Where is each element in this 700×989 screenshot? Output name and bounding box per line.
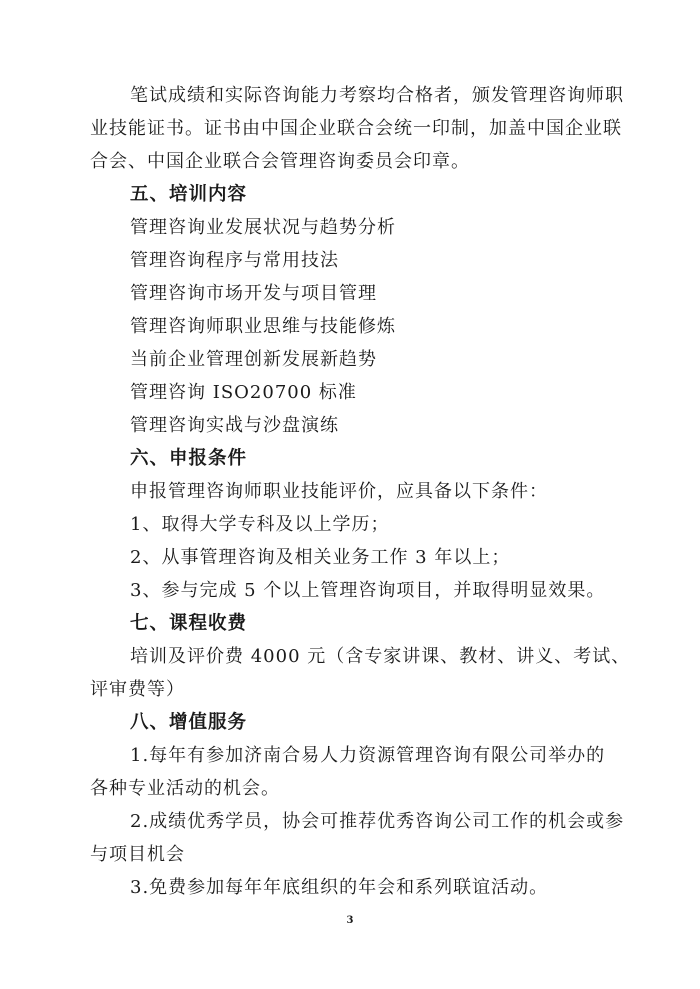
- fee-line-2: 评审费等）: [90, 679, 185, 700]
- service-item-2-line-1: 2.成绩优秀学员，协会可推荐优秀咨询公司工作的机会或参: [130, 811, 625, 832]
- fee-line-1: 培训及评价费 4000 元（含专家讲课、教材、讲义、考试、: [130, 646, 631, 667]
- service-item-3: 3.免费参加每年年底组织的年会和系列联谊活动。: [130, 877, 549, 898]
- section-5-heading: 五、培训内容: [130, 184, 248, 205]
- service-item-1-line-1: 1.每年有参加济南合易人力资源管理咨询有限公司举办的: [130, 745, 606, 766]
- intro-line-2: 业技能证书。证书由中国企业联合会统一印制，加盖中国企业联: [90, 118, 622, 139]
- training-item-3: 管理咨询市场开发与项目管理: [130, 283, 377, 304]
- section-6-heading: 六、申报条件: [130, 448, 248, 469]
- intro-line-3: 合会、中国企业联合会管理咨询委员会印章。: [90, 151, 470, 172]
- intro-line-1: 笔试成绩和实际咨询能力考察均合格者，颁发管理咨询师职: [130, 85, 624, 106]
- page-number: 3: [346, 915, 354, 926]
- requirement-item-1: 1、取得大学专科及以上学历；: [130, 514, 390, 535]
- training-item-4: 管理咨询师职业思维与技能修炼: [130, 316, 396, 337]
- training-item-2: 管理咨询程序与常用技法: [130, 250, 339, 271]
- training-item-6: 管理咨询 ISO20700 标准: [130, 382, 357, 403]
- training-item-1: 管理咨询业发展状况与趋势分析: [130, 217, 396, 238]
- requirements-intro: 申报管理咨询师职业技能评价，应具备以下条件：: [130, 481, 548, 502]
- service-item-1-line-2: 各种专业活动的机会。: [90, 778, 280, 799]
- requirement-item-2: 2、从事管理咨询及相关业务工作 3 年以上；: [130, 547, 511, 568]
- training-item-5: 当前企业管理创新发展新趋势: [130, 349, 377, 370]
- section-8-heading: 八、增值服务: [130, 712, 248, 733]
- section-7-heading: 七、课程收费: [130, 613, 248, 634]
- service-item-2-line-2: 与项目机会: [90, 844, 185, 865]
- training-item-7: 管理咨询实战与沙盘演练: [130, 415, 339, 436]
- requirement-item-3: 3、参与完成 5 个以上管理咨询项目，并取得明显效果。: [130, 580, 606, 601]
